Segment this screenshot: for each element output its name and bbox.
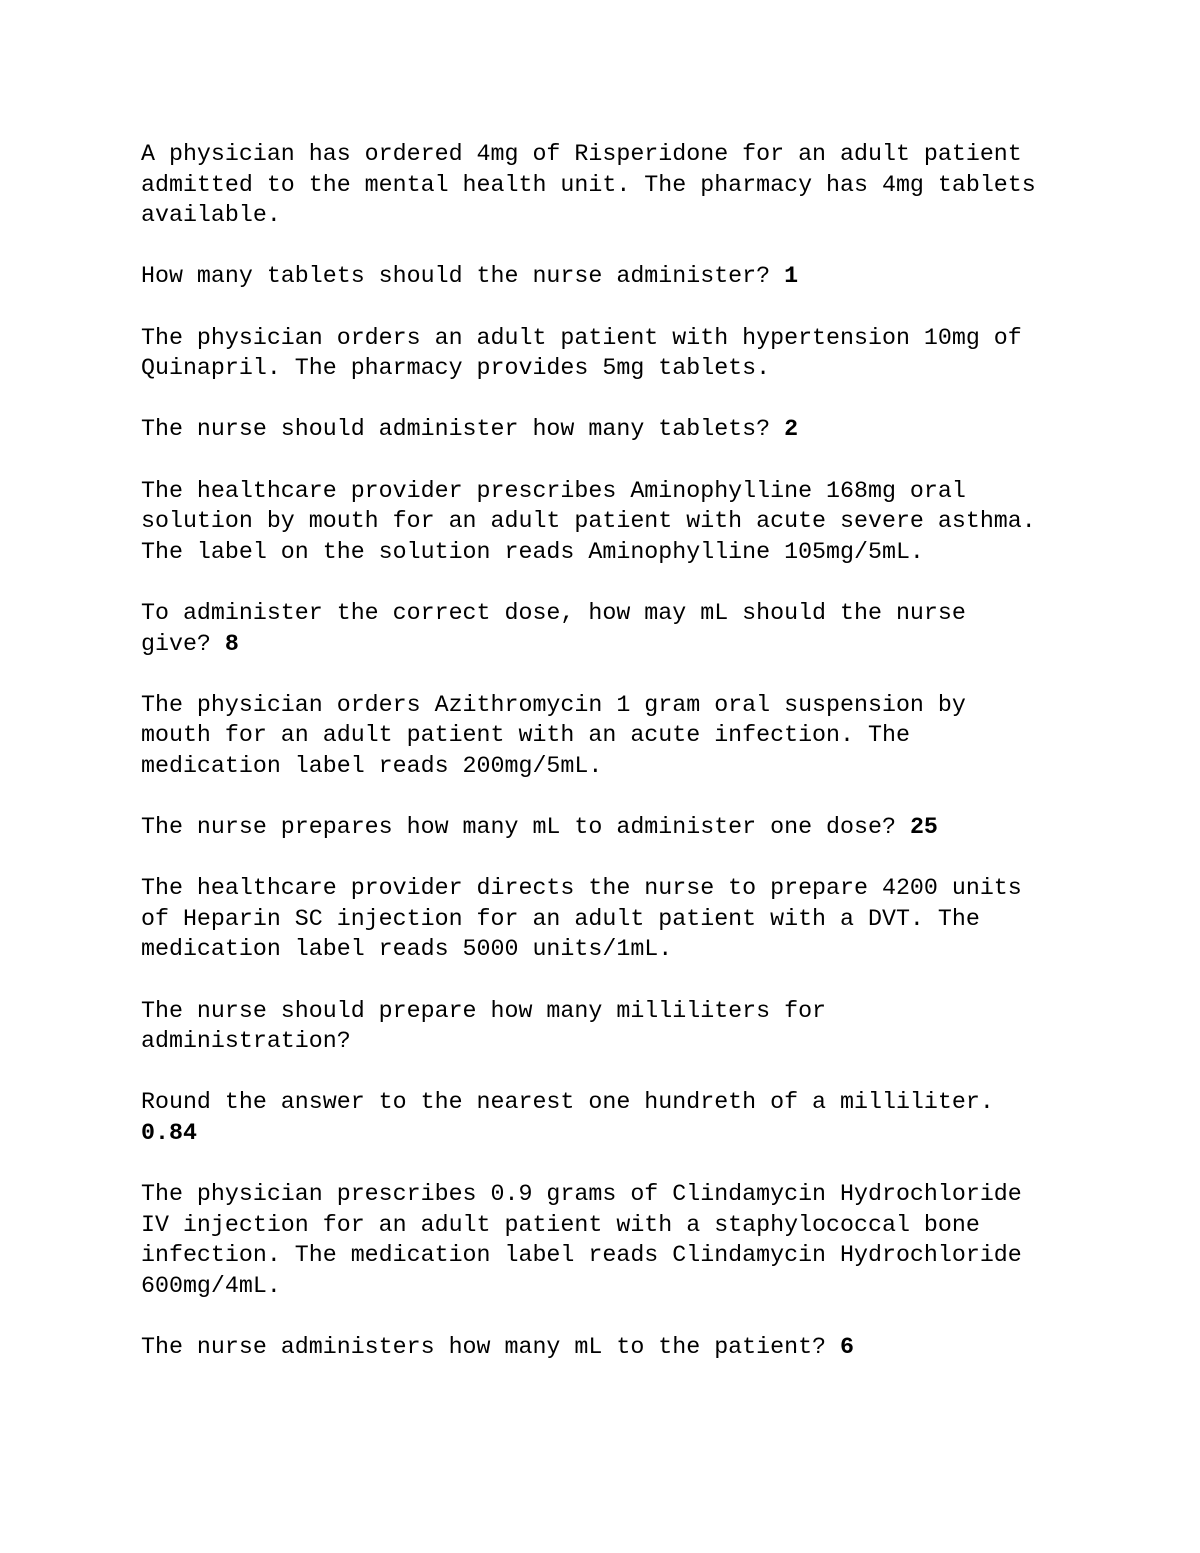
- text-line: administration?: [141, 1028, 351, 1055]
- text-line: The healthcare provider directs the nurse to prepare 4200 units: [141, 875, 1022, 902]
- answer-value: 2: [784, 416, 799, 443]
- text-line: solution by mouth for an adult patient with acute severe asthma.: [141, 508, 1036, 535]
- text-line: infection. The medication label reads Clindamycin Hydrochloride: [141, 1242, 1022, 1269]
- question-line: [141, 598, 1081, 659]
- text-line: mouth for an adult patient with an acute infection. The: [141, 722, 910, 749]
- question-line: [141, 1087, 1081, 1148]
- answer-value: 1: [784, 263, 799, 290]
- text-line: The healthcare provider prescribes Aminophylline 168mg oral: [141, 477, 966, 504]
- text-line: The physician orders Azithromycin 1 gram oral suspension by: [141, 691, 966, 718]
- text-line: The label on the solution reads Aminophylline 105mg/5mL.: [141, 538, 924, 565]
- text-line: medication label reads 200mg/5mL.: [141, 752, 603, 779]
- text-line: medication label reads 5000 units/1mL.: [141, 936, 673, 963]
- text-line: A physician has ordered 4mg of Risperidone for an adult patient: [141, 141, 1022, 167]
- answer-value: 6: [840, 1334, 855, 1361]
- answer-value: 0.84: [141, 1120, 197, 1146]
- document-body: [141, 139, 1081, 1363]
- question-text: The nurse administers how many mL to the patient?: [141, 1334, 841, 1361]
- question-line: [141, 261, 1081, 292]
- question-text: give?: [141, 630, 225, 657]
- answer-value: 25: [909, 814, 938, 841]
- question-text: Round the answer to the nearest one hundreth of a milliliter.: [141, 1089, 994, 1116]
- text-line: The physician prescribes 0.9 grams of Clindamycin Hydrochloride: [141, 1181, 1022, 1208]
- answer-value: 8: [224, 630, 239, 657]
- question-line: [141, 414, 1081, 445]
- problem-statement: [141, 690, 1081, 782]
- question-line: [141, 1332, 1081, 1363]
- text-line: The physician orders an adult patient with hypertension 10mg of: [141, 324, 1022, 351]
- text-line: 600mg/4mL.: [141, 1272, 281, 1299]
- problem-statement: [141, 139, 1081, 231]
- text-line: The nurse should prepare how many milliliters for: [141, 997, 827, 1024]
- text-line: Quinapril. The pharmacy provides 5mg tablets.: [141, 355, 771, 382]
- question-prompt: [141, 996, 1081, 1057]
- text-line: admitted to the mental health unit. The pharmacy has 4mg tablets: [141, 171, 1036, 198]
- text-line: of Heparin SC injection for an adult patient with a DVT. The: [141, 905, 980, 932]
- question-line: [141, 812, 1081, 843]
- problem-statement: [141, 1179, 1081, 1301]
- problem-statement: [141, 873, 1081, 965]
- text-line: available.: [141, 202, 281, 229]
- text-line: IV injection for an adult patient with a staphylococcal bone: [141, 1211, 980, 1238]
- question-text: The nurse should administer how many tablets?: [141, 416, 785, 443]
- problem-statement: [141, 323, 1081, 384]
- question-text: The nurse prepares how many mL to administer one dose?: [141, 814, 910, 841]
- question-text: How many tablets should the nurse administer?: [141, 263, 785, 290]
- question-text: To administer the correct dose, how may mL should the nurse: [141, 599, 966, 626]
- problem-statement: [141, 476, 1081, 568]
